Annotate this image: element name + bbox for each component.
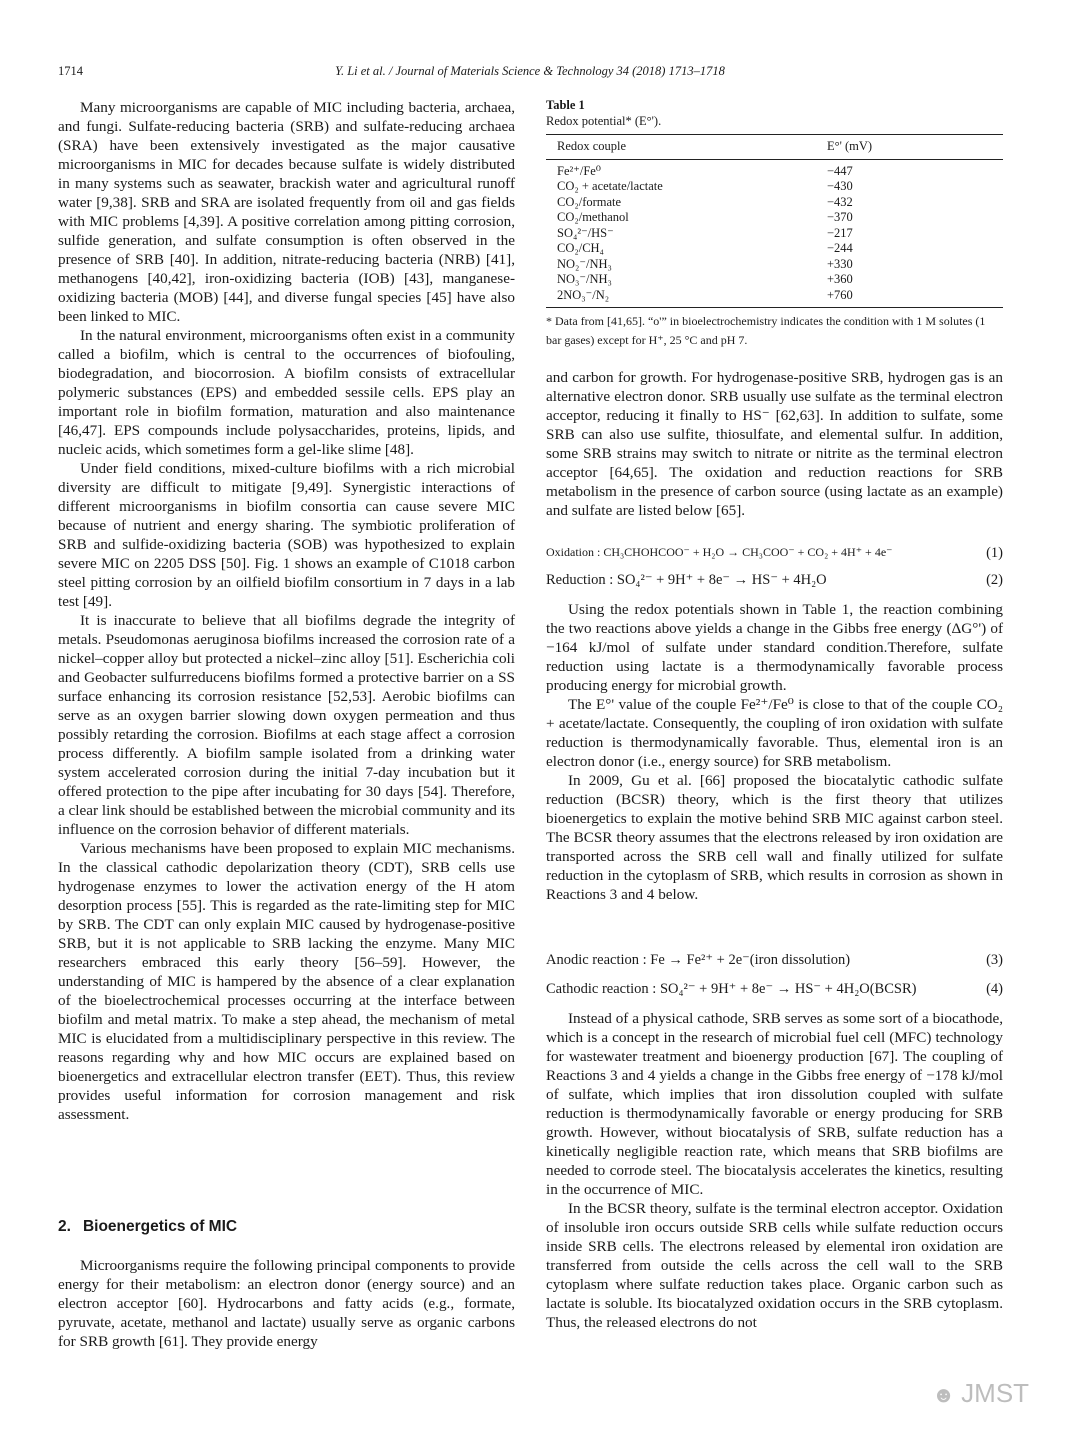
equation-text: Anodic reaction : Fe → Fe²⁺ + 2e⁻(iron dissolution)	[546, 952, 851, 968]
section-body	[58, 1256, 515, 1351]
table-row	[546, 210, 1003, 226]
watermark-text: JMST	[961, 1378, 1030, 1408]
page-number: 1714	[58, 64, 83, 78]
cell-couple: SO₄²⁻/HS⁻	[557, 225, 614, 240]
table-1	[546, 97, 1003, 350]
table-row	[546, 272, 1003, 288]
paragraph: Instead of a physical cathode, SRB serves as some sort of a biocathode, which is a concept in the research of microbial fuel cell (MFC) technology for wastewater treatment and bioenergy production [67]. The coupling of Reactions 3 and 4 yields a change in the Gibbs free energy of −178 kJ/mol of sulfate, which implies that iron dissolution coupled with sulfate reduction is thermodynamically favorable or energy producing for SRB growth. However, without biocatalysis of SRB, sulfate reduction has a kinetically negligible reaction rate, which means that SRB biofilms are needed to corrode steel. The biocatalysis accelerates the kinetics, resulting in the occurrence of MIC.	[546, 1010, 1003, 1198]
paragraph: Using the redox potentials shown in Table 1, the reaction combining the two reactions above yields a change in the Gibbs free energy (ΔG°') of −164 kJ/mol of sulfate under standard condition.Therefore, sulfate reduction using lactate is a thermodynamically favorable process producing energy for microbial growth.	[546, 601, 1003, 694]
right-column-block-3	[546, 1009, 1003, 1332]
cell-value: −244	[827, 241, 853, 255]
cell-couple: Fe²⁺/Fe⁰	[557, 163, 601, 178]
col-header: Redox couple	[557, 139, 627, 153]
cell-couple: 2NO₃⁻/N₂	[557, 287, 610, 302]
paragraph: Microorganisms require the following principal components to provide energy for their metabolism: an electron donor (energy source) and an electron acceptor [60]. Hydrocarbons and fatty acids (e.g., formate, pyruvate, acetate, methanol and lactate) usually serve as organic carbons for SRB growth [61]. They provide energy	[58, 1257, 515, 1350]
col-header: E°' (mV)	[827, 139, 873, 153]
cell-couple: CO₂/CH₄	[557, 241, 604, 255]
table-row	[546, 257, 1003, 273]
paragraph: The E°' value of the couple Fe²⁺/Fe⁰ is close to that of the couple CO₂ + acetate/lactate. Consequently, the coupling of iron oxidation with sulfate reduction is thermodynamically favorable. Thus, elemental iron is an electron donor (i.e., energy source) for SRB metabolism.	[546, 696, 1003, 770]
paragraph: In 2009, Gu et al. [66] proposed the biocatalytic cathodic sulfate reduction (BCSR) theory, which is the first theory that utilizes bioenergetics to explain the motive behind SRB MIC against carbon steel. The BCSR theory assumes that the electrons released by iron oxidation are transported across the SRB cell wall and finally utilized for sulfate reduction in the cytoplasm of SRB, which results in corrosion as shown in Reactions 3 and 4 below.	[546, 772, 1003, 903]
cell-couple: CO₂/formate	[557, 194, 622, 209]
cell-couple: CO₂/methanol	[557, 210, 629, 224]
table-label: Table 1	[546, 98, 585, 112]
cell-couple: NO₂⁻/NH₃	[557, 256, 612, 271]
section-number: 2.	[58, 1218, 71, 1235]
paragraph: Under field conditions, mixed-culture biofilms with a rich microbial diversity are difficult to mitigate [9,49]. Synergistic interactions of different microorganisms in biofilm consortia can cause severe MIC because of nutrient and energy sharing. The symbiotic proliferation of SRB and sulfide-oxidizing bacteria (SOB) was hypothesized to explain severe MIC on 2205 DSS [50]. Fig. 1 shows an example of C1018 carbon steel pitting corrosion by an oilfield biofilm consortium in 7 days in a lab test [49].	[58, 460, 515, 610]
table-grid	[546, 135, 1003, 308]
section-title: Bioenergetics of MIC	[82, 1218, 238, 1235]
equation-1	[546, 545, 1003, 560]
table-row	[546, 179, 1003, 195]
table-row	[546, 241, 1003, 257]
equation-text: Reduction : SO₄²⁻ + 9H⁺ + 8e⁻ → HS⁻ + 4H₂O	[546, 572, 827, 588]
table-footnote: * Data from [41,65]. “o'” in bioelectrochemistry indicates the condition with 1 M solutes (1 bar gases) except for H⁺, 25 °C and pH 7.	[546, 314, 986, 347]
equation-text: Oxidation : CH₃CHOHCOO⁻ + H₂O → CH₃COO⁻ + CO₂ + 4H⁺ + 4e⁻	[546, 545, 893, 559]
watermark	[932, 1378, 1029, 1409]
equation-3	[546, 952, 1003, 969]
paragraph: In the natural environment, microorganisms often exist in a community called a biofilm, which is central to the occurrences of biofouling, biodegradation, and biocorrosion. A biofilm consists of extracellular polymeric substances (EPS) and embedded sessile cells. EPS play an important role in biofilm formation, maturation and also maintenance [46,47]. EPS compounds include polysaccharides, proteins, lipids, and nucleic acids, which sometimes form a gel-like slime [48].	[58, 327, 515, 458]
paragraph: In the BCSR theory, sulfate is the terminal electron acceptor. Oxidation of insoluble iron occurs outside SRB cells while sulfate reduction occurs inside SRB cells. The electrons released by elemental iron oxidation are transferred from outside the cells across the cell wall to the SRB cytoplasm where sulfate reduction takes place. Organic carbon such as lactate is soluble. Its biocatalyzed oxidation occurs in the SRB cytoplasm. Thus, the released electrons do not	[546, 1200, 1003, 1331]
left-column	[58, 98, 515, 1124]
cell-value: +760	[827, 287, 853, 302]
page-header	[58, 64, 1002, 82]
equation-number: (2)	[986, 572, 1003, 588]
equation-2	[546, 572, 1003, 589]
table-row	[546, 195, 1003, 211]
cell-value: −217	[827, 225, 853, 240]
paragraph: It is inaccurate to believe that all biofilms degrade the integrity of metals. Pseudomonas aeruginosa biofilms increased the corrosion rate of a nickel–copper alloy but protected a nickel–zinc alloy [51]. Escherichia coli and Geobacter sulfurreducens biofilms formed a protective barrier on a SS surface enhancing its corrosion resistance [52,53]. Aerobic biofilms can serve as an oxygen barrier slowing down oxygen permeation and thus possibly retarding the corrosion. Biofilms at each stage affect a corrosion process differently. A biofilm sample isolated from a drinking water system accelerated corrosion during the initial 7-day incubation but it offered protection to the pipe after incubating for 30 days [54]. Therefore, a clear link should be established between the microbial community and its influence on the corrosion behavior of different materials.	[58, 612, 515, 838]
paragraph: Many microorganisms are capable of MIC including bacteria, archaea, and fungi. Sulfate-reducing bacteria (SRB) and sulfate-reducing archaea (SRA) have been extensively investigated as the major causative microorganisms in MIC for decades because sulfate is widely distributed in many systems such as seawater, brackish water and agricultural runoff water [9,38]. SRB and SRA are isolated frequently from oil and gas fields with MIC problems [4,39]. A positive correlation among pitting corrosion, sulfide generation, and sulfate consumption is often observed in the presence of SRB [40]. In addition, nitrate-reducing bacteria (NRB) [41], methanogens [40,42], iron-oxidizing bacteria (IOB) [43], manganese-oxidizing bacteria (MOB) [44], and diverse fungal species [45] have also been linked to MIC.	[58, 99, 515, 325]
cell-value: +360	[827, 272, 853, 286]
equation-number: (1)	[986, 545, 1003, 561]
paragraph: and carbon for growth. For hydrogenase-positive SRB, hydrogen gas is an alternative electron donor. SRB usually use sulfate as the terminal electron acceptor, reducing it finally to HS⁻ [62,63]. In addition to sulfate, some SRB can also use sulfite, thiosulfate, and elemental sulfur. In addition, some SRB strains may switch to nitrate or nitrite as the terminal electron acceptor [64,65]. The oxidation and reduction reactions for SRB metabolism in the presence of carbon source (using lactate as an example) and sulfate are listed below [65].	[546, 369, 1003, 519]
running-title: Y. Li et al. / Journal of Materials Science & Technology 34 (2018) 1713–1718	[335, 64, 725, 78]
cell-value: +330	[827, 256, 853, 271]
wechat-icon: ☻	[932, 1382, 956, 1407]
paragraph: Various mechanisms have been proposed to explain MIC mechanisms. In the classical cathodic depolarization theory (CDT), SRB cells use hydrogenase enzymes to lower the activation energy of the H atom desorption process [55]. This is regarded as the rate-limiting step for MIC by SRB. The CDT can only explain MIC caused by hydrogenase-positive SRB, but it is not applicable to SRB lacking the enzyme. Many MIC researchers embraced this early theory [56–59]. However, the understanding of MIC is hampered by the absence of a clear explanation of the bioelectrochemical processes occurring at the interface between biofilm and metal matrix. To make a step ahead, the mechanism of metal MIC is elucidated from a multidisciplinary perspective in this review. The reasons regarding why and how MIC occurs are explained based on bioenergetics and extracellular electron transfer (EET). Thus, this review provides useful information for corrosion management and risk assessment.	[58, 840, 515, 1123]
table-title: Redox potential* (E°').	[546, 114, 662, 128]
equation-4	[546, 981, 1003, 998]
equation-number: (3)	[986, 952, 1003, 968]
section-heading	[58, 1218, 237, 1236]
table-row	[546, 160, 1003, 180]
cell-value: −430	[827, 179, 853, 193]
cell-value: −447	[827, 163, 853, 178]
table-row	[546, 288, 1003, 308]
right-column-block-1	[546, 368, 1003, 520]
equation-text: Cathodic reaction : SO₄²⁻ + 9H⁺ + 8e⁻ → HS⁻ + 4H₂O(BCSR)	[546, 981, 917, 997]
table-row	[546, 226, 1003, 242]
right-column-block-2	[546, 600, 1003, 904]
equation-number: (4)	[986, 981, 1003, 997]
cell-couple: CO₂ + acetate/lactate	[557, 179, 663, 193]
table-header-row	[546, 135, 1003, 159]
cell-value: −432	[827, 194, 853, 209]
cell-couple: NO₃⁻/NH₃	[557, 272, 612, 286]
cell-value: −370	[827, 210, 853, 224]
